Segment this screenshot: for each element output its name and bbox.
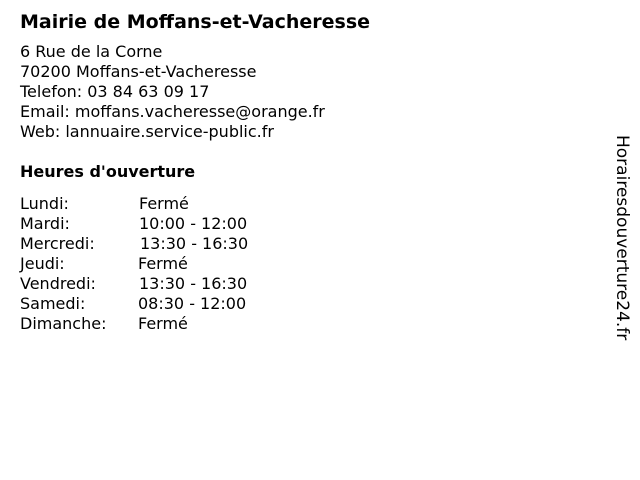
day-hours: Fermé [138, 314, 188, 333]
street-address: 6 Rue de la Corne [20, 42, 163, 61]
hours-row-wednesday [20, 234, 370, 254]
day-hours: Fermé [139, 194, 189, 213]
hours-table [20, 194, 370, 334]
hours-row-monday [20, 194, 370, 214]
hours-heading: Heures d'ouverture [20, 162, 196, 181]
website: Web: lannuaire.service-public.fr [20, 122, 274, 141]
site-watermark: Horairesdouverture24.fr [612, 135, 632, 341]
hours-row-sunday [20, 314, 370, 334]
day-label: Mercredi: [20, 234, 95, 253]
city-address: 70200 Moffans-et-Vacheresse [20, 62, 257, 81]
day-label: Jeudi: [20, 254, 65, 273]
business-name: Mairie de Moffans-et-Vacheresse [20, 11, 371, 33]
hours-row-friday [20, 274, 370, 294]
day-label: Samedi: [20, 294, 86, 313]
hours-row-tuesday [20, 214, 370, 234]
hours-row-thursday [20, 254, 370, 274]
day-hours: 08:30 - 12:00 [138, 294, 247, 313]
phone-number: Telefon: 03 84 63 09 17 [20, 82, 210, 101]
day-hours: 13:30 - 16:30 [140, 234, 249, 253]
day-label: Vendredi: [20, 274, 96, 293]
day-hours: 13:30 - 16:30 [139, 274, 248, 293]
day-hours: 10:00 - 12:00 [139, 214, 248, 233]
day-label: Dimanche: [20, 314, 107, 333]
email-address: Email: moffans.vacheresse@orange.fr [20, 102, 325, 121]
day-label: Lundi: [20, 194, 69, 213]
day-label: Mardi: [20, 214, 70, 233]
business-card [20, 8, 370, 334]
day-hours: Fermé [138, 254, 188, 273]
hours-row-saturday [20, 294, 370, 314]
